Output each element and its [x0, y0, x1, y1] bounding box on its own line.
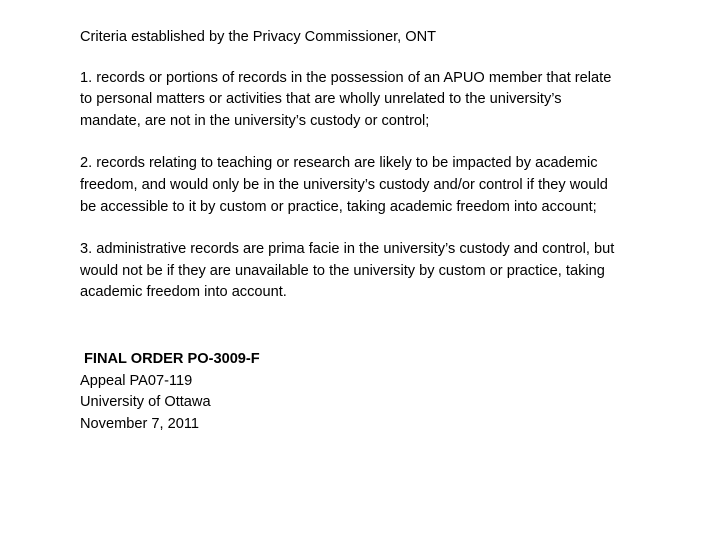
criterion-item-1: 1. records or portions of records in the possession of an APUO member that relate to personal matters or activities that are wholly unrelated to the university’s mandate, are not in the university’s custody or control;: [80, 69, 612, 129]
criterion-item-3: 3. administrative records are prima facie in the university’s custody and control, but would not be if they are unavailable to the university by custom or practice, taking academic freedom into account.: [80, 241, 615, 301]
document-body: [80, 27, 620, 435]
order-date: November 7, 2011: [80, 415, 199, 432]
criterion-item-2: 2. records relating to teaching or research are likely to be impacted by academic freedom, and would only be in the university’s custody and/or control if they would be accessible to it by custom or practice, taking academic freedom into account;: [80, 155, 608, 215]
order-number: FINAL ORDER PO-3009-F: [84, 350, 260, 367]
document-heading: Criteria established by the Privacy Commissioner, ONT: [80, 29, 437, 45]
appeal-number: Appeal PA07-119: [80, 372, 193, 389]
citation-block: [80, 349, 620, 435]
institution-name: University of Ottawa: [80, 394, 211, 411]
